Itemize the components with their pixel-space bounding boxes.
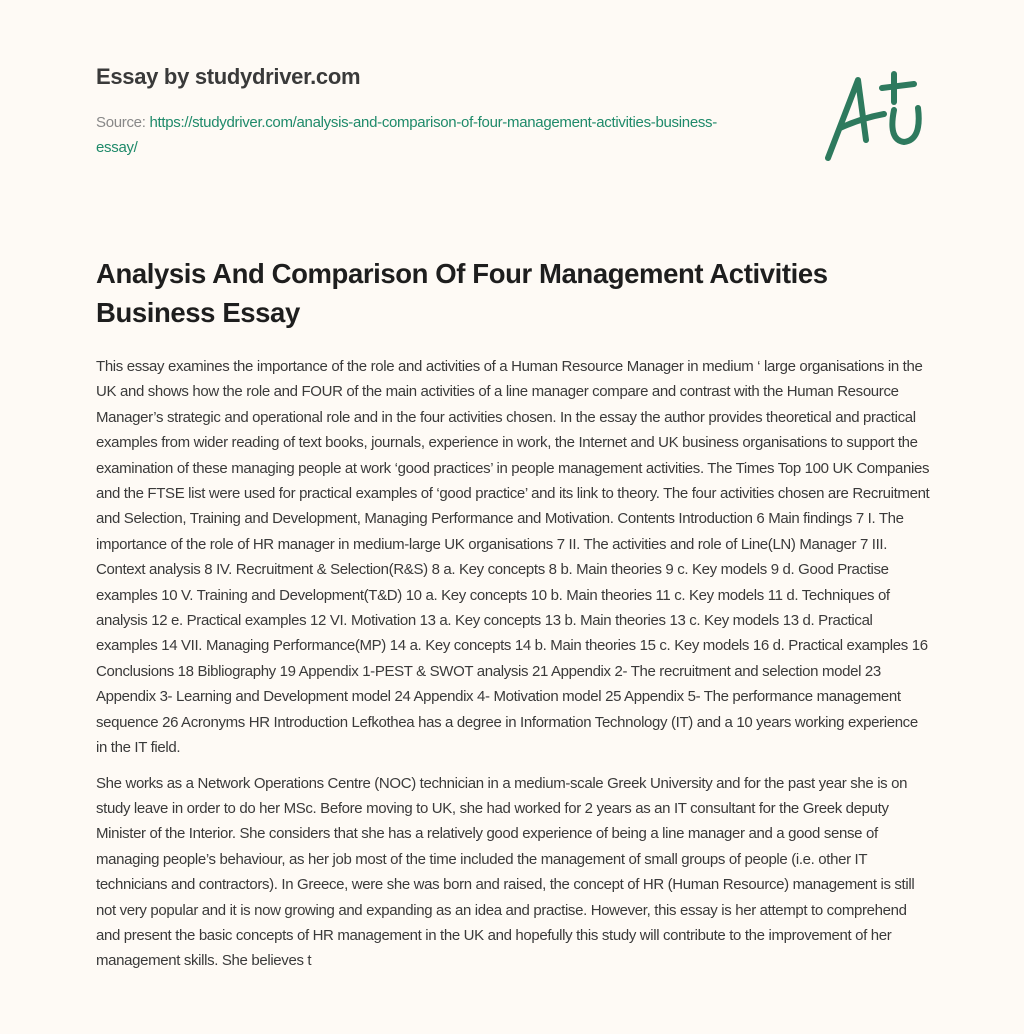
article-body [96, 354, 930, 984]
source-line [96, 110, 756, 160]
paragraph: She works as a Network Operations Centre (NOC) technician in a medium-scale Greek University and for the past year she is on study leave in order to do her MSc. Before moving to UK, she had worked for 2 years as an IT consultant for the Greek deputy Minister of the Interior. She considers that she has a relatively good experience of being a line manager and a good sense of managing people’s behaviour, as her job most of the time included the management of small groups of people (i.e. other IT technicians and contractors). In Greece, were she was born and raised, the concept of HR (Human Resource) management is still not very popular and it is now growing and expanding as an idea and practise. However, this essay is her attempt to comprehend and present the basic concepts of HR management in the UK and hopefully this study will contribute to the improvement of her management skills. She believes t [96, 774, 915, 970]
source-link[interactable]: https://studydriver.com/analysis-and-comparison-of-four-management-activities-business-essay/ [96, 114, 717, 156]
paragraph: This essay examines the importance of the role and activities of a Human Resource Manager in medium ‘ large organisations in the UK and shows how the role and FOUR of the main activities of a line manager compare and contrast with the Human Resource Manager’s strategic and operational role and in the four activities chosen. In the essay the author provides theoretical and practical examples from wider reading of text books, journals, experience in work, the Internet and UK business organisations to support the examination of these managing people at work ‘good practices’ in people management activities. The Times Top 100 UK Companies and the FTSE list were used for practical examples of ‘good practice’ and its link to theory. The four activities chosen are Recruitment and Selection, Training and Development, Managing Performance and Motivation. Contents Introduction 6 Main findings 7 I. The importance of the role of HR manager in medium-large UK organisations 7 II. The activities and role of Line(LN) Manager 7 III. Context analysis 8 IV. Recruitment & Selection(R&S) 8 a. Key concepts 8 b. Main theories 9 c. Key models 9 d. Good Practise examples 10 V. Training and Development(T&D) 10 a. Key concepts 10 b. Main theories 11 c. Key models 11 d. Techniques of analysis 12 e. Practical examples 12 VI. Motivation 13 a. Key concepts 13 b. Main theories 13 c. Key models 13 d. Practical examples 14 VII. Managing Performance(MP) 14 a. Key concepts 14 b. Main theories 15 c. Key models 16 d. Practical examples 16 Conclusions 18 Bibliography 19 Appendix 1-PEST & SWOT analysis 21 Appendix 2- The recruitment and selection model 23 Appendix 3- Learning and Development model 24 Appendix 4- Motivation model 25 Appendix 5- The performance management sequence 26 Acronyms HR Introduction Lefkothea has a degree in Information Technology (IT) and a 10 years working experience in the IT field. [96, 358, 930, 757]
page-title: Analysis And Comparison Of Four Management Activities Business Essay [96, 258, 828, 328]
a-plus-icon [822, 70, 932, 165]
site-brand: Essay by studydriver.com [96, 64, 361, 89]
source-label: Source: [96, 114, 146, 131]
